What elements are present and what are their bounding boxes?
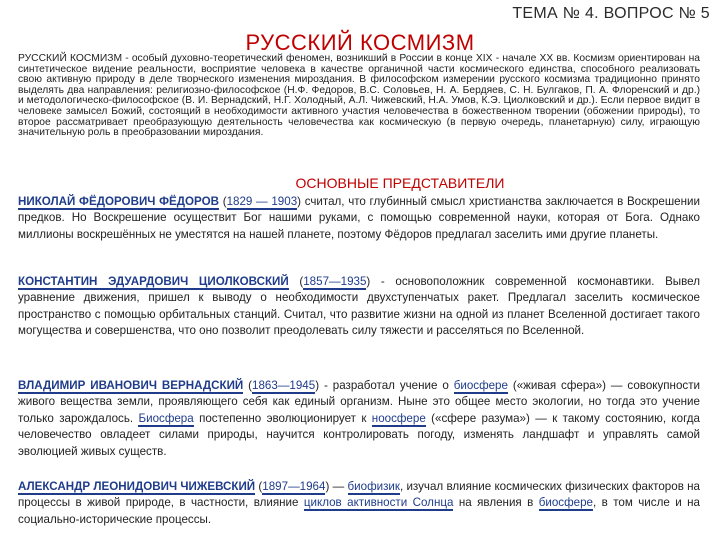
person-text: — bbox=[329, 480, 348, 493]
person-dates[interactable]: 1863—1945 bbox=[252, 379, 316, 392]
person-tsiolkovsky: КОНСТАНТИН ЭДУАРДОВИЧ ЦИОЛКОВСКИЙ (1857—1935) - основоположник современной космонавтики. Вывел уравнение движения, пришел к выводу о необходимости двухступенчатых ракет. Предлагал заселить космическое пространство с помощью орбитальных станций. Считал, что развитие жизни на одной из планет Вселенной достигает такого могущества и совершенства, что оно позволит преодолевать силу тяжести и расселяться по Вселенной. bbox=[18, 275, 700, 338]
person-text: («сфере разума») — к такому состоянию, когда человечество овладеет силами природы, научится контролировать погоду, изменять ландшафт и управлять самой эволюцией живых существ. bbox=[18, 411, 701, 458]
person-text: («живая сфера») — совокупности живого вещества земли, проявляющего себя как единый организм. Ныне это общее место экологии, но тогда это учение только зарождалось. bbox=[18, 379, 700, 425]
person-chizhevsky: АЛЕКСАНДР ЛЕОНИДОВИЧ ЧИЖЕВСКИЙ (1897—1964) — биофизик, изучал влияние космических физических факторов на процессы в живой природе, в частности, влияние циклов активности Солнца на явления в биосфере, в том числе и на социально-исторические процессы. bbox=[18, 480, 700, 526]
intro-term: РУССКИЙ КОСМИЗМ bbox=[18, 53, 123, 64]
person-vernadsky: ВЛАДИМИР ИВАНОВИЧ ВЕРНАДСКИЙ (1863—1945) - разработал учение о биосфере («живая сфера») — совокупности живого вещества земли, проявляющего себя как единый организм. Ныне это общее место экологии, но тогда это учение только зарождалось. Биосфера постепенно эволюционирует к ноосфере («сфере разума») — к такому состоянию, когда человечество овладеет силами природы, научится контролировать погоду, изменять ландшафт и управлять самой эволюцией живых существ. bbox=[18, 379, 701, 458]
person-dates[interactable]: 1897—1964 bbox=[262, 480, 326, 493]
section-title: ОСНОВНЫЕ ПРЕДСТАВИТЕЛИ bbox=[295, 175, 505, 191]
person-text: , в том числе и на социально-исторические процессы. bbox=[18, 496, 700, 526]
person-text: считал, что глубинный смысл христианства заключается в Воскрешении предков. Но Воскрешение осуществит Бог нашими руками, с помощью современной науки, которая от Бога. Однако миллионы воскрешённых не уместятся на нашей планете, поэтому Фёдоров предлагал заселить ими другие планеты. bbox=[18, 195, 700, 241]
link-biosphere[interactable]: биосфере bbox=[453, 379, 508, 392]
person-name[interactable]: АЛЕКСАНДР ЛЕОНИДОВИЧ ЧИЖЕВСКИЙ bbox=[18, 480, 256, 493]
link-solar-cycles[interactable]: циклов активности Солнца bbox=[303, 496, 454, 510]
person-dates[interactable]: 1829 — 1903 bbox=[226, 195, 298, 208]
person-text: постепенно эволюционирует к bbox=[193, 411, 372, 425]
page-title: РУССКИЙ КОСМИЗМ bbox=[245, 30, 475, 55]
intro-text: - особый духовно-теоретический феномен, возникший в России в конце XIX - начале XX вв. Космизм ориентирован на синтетическое видение реальности, восприятие человека в качестве органичной части космического единства, способного реализовать свою активную природу в деле творческого изменения мироздания. В философском измерении русского космизма традиционно принято выделять два направления: религиозно-философское (Н.Ф. Федоров, В.С. Соловьев, Н. А. Бердяев, С. Н. Булгаков, П. А. Флоренский и др.) и методологическо-философское (В. И. Вернадский, Н.Г. Холодный, А.Л. Чижевский, Н.А. Умов, К.Э. Циолковский и др.). Если первое видит в человеке замысел Божий, состоящий в необходимости активного участия человечества в божественном творении (обожении природы), то второе рассматривает преобразующую деятельность человечества как космическую (в первую очередь, планетарную) силу, играющую значительную роль в преобразовании мироздания. bbox=[18, 53, 700, 139]
link-noosphere[interactable]: ноосфере bbox=[371, 411, 426, 425]
person-name[interactable]: КОНСТАНТИН ЭДУАРДОВИЧ ЦИОЛКОВСКИЙ bbox=[18, 275, 289, 288]
person-name[interactable]: НИКОЛАЙ ФЁДОРОВИЧ ФЁДОРОВ bbox=[18, 195, 220, 208]
person-fedorov: НИКОЛАЙ ФЁДОРОВИЧ ФЁДОРОВ (1829 — 1903) считал, что глубинный смысл христианства заключается в Воскрешении предков. Но Воскрешение осуществит Бог нашими руками, с помощью современной науки, которая от Бога. Однако миллионы воскрешённых не уместятся на нашей планете, поэтому Фёдоров предлагал заселить ими другие планеты. bbox=[18, 195, 700, 241]
person-text: - разработал учение о bbox=[319, 379, 454, 392]
link-biosphere-3[interactable]: биосфере bbox=[538, 496, 593, 510]
link-biophysicist[interactable]: биофизик bbox=[347, 480, 400, 493]
person-name[interactable]: ВЛАДИМИР ИВАНОВИЧ ВЕРНАДСКИЙ bbox=[18, 379, 244, 392]
person-text: - основоположник современной космонавтики. Вывел уравнение движения, пришел к выводу о необходимости двухступенчатых ракет. Предлагал заселить космическое пространство с помощью орбитальных станций. Считал, что развитие жизни на одной из планет Вселенной достигает такого могущества и совершенства, что оно позволит преодолевать силу тяжести и расселяться по Вселенной. bbox=[18, 275, 700, 338]
intro-paragraph bbox=[18, 54, 700, 139]
person-text: на явления в bbox=[453, 496, 539, 510]
person-text: , изучал влияние космических физических факторов на процессы в живой природе, в частности, влияние bbox=[18, 480, 700, 510]
person-dates[interactable]: 1857—1935 bbox=[303, 275, 367, 288]
topic-label: ТЕМА № 4. ВОПРОС № 5 bbox=[512, 5, 710, 22]
link-biosphere-2[interactable]: Биосфера bbox=[138, 411, 194, 425]
